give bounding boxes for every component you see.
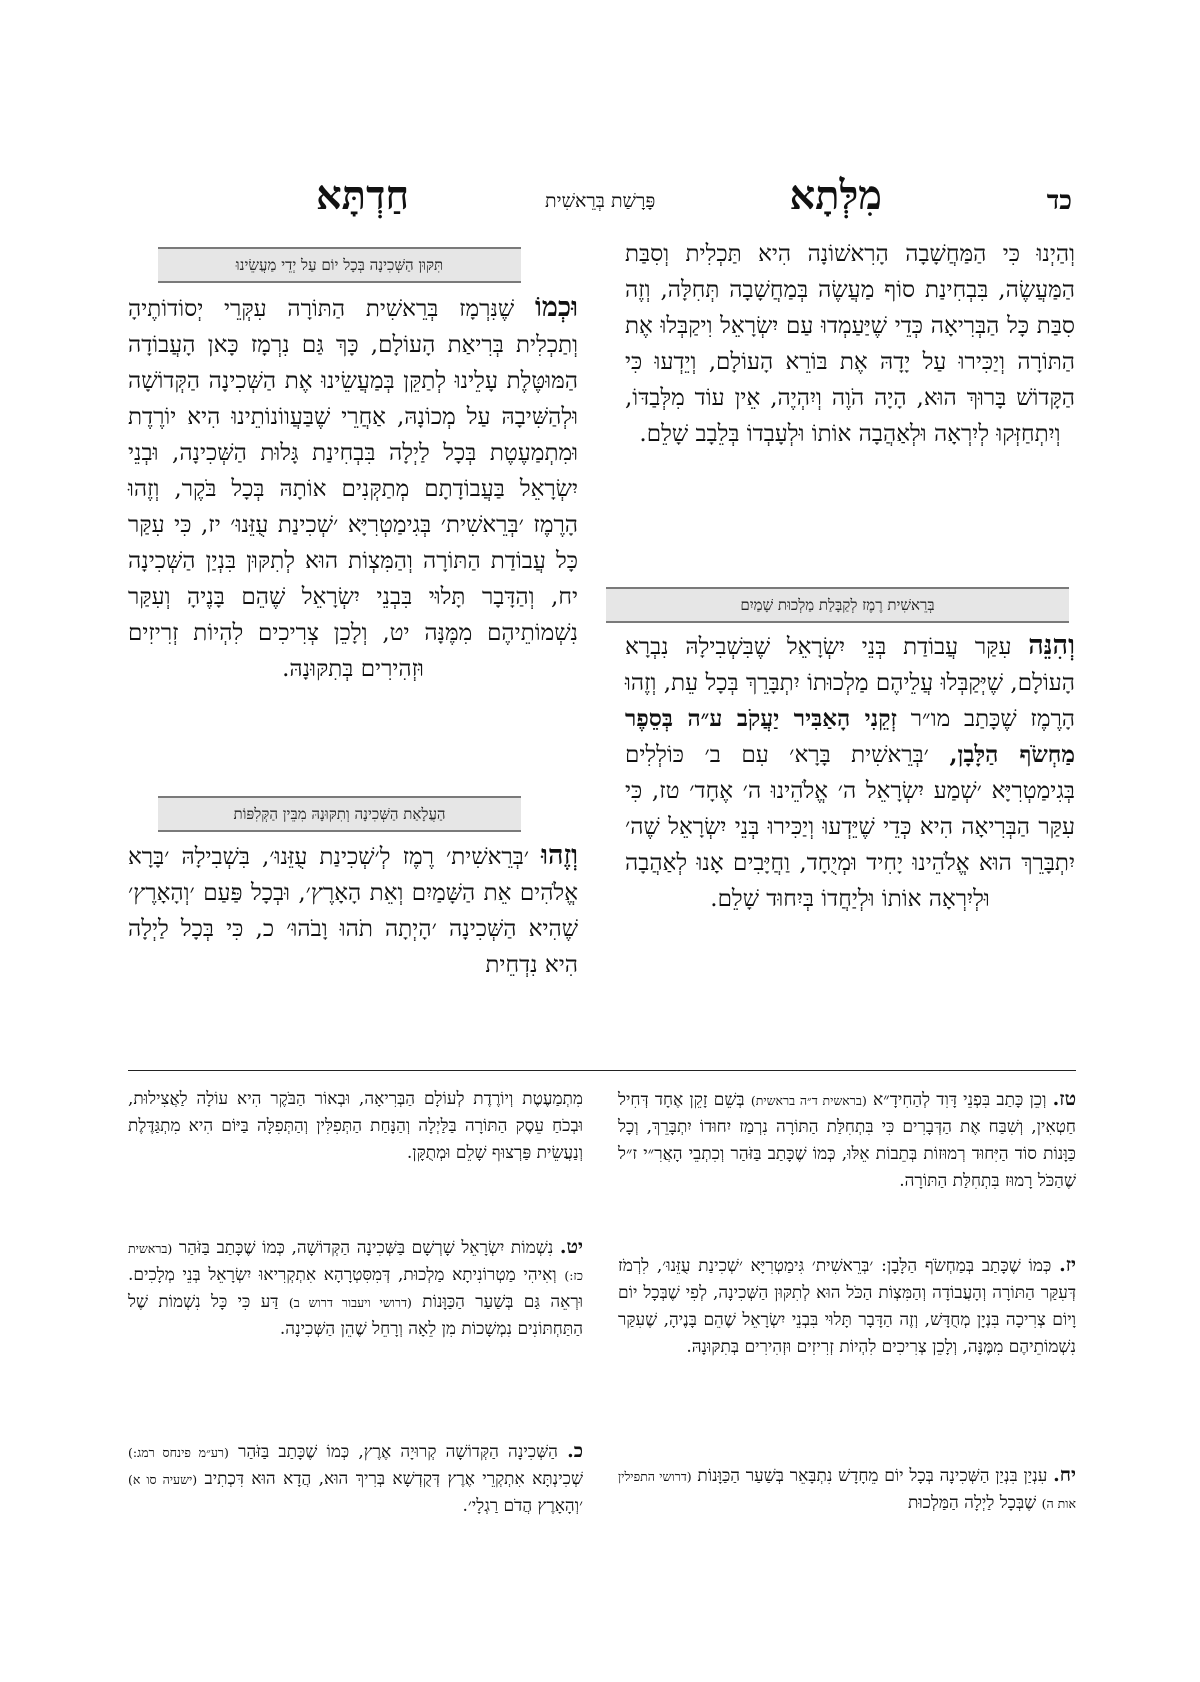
footnote-19-ref-2: (דרושי ויעבור דרוש ב)	[288, 1295, 412, 1310]
running-title-right: מִלְּתָא	[789, 172, 882, 219]
footnote-17	[618, 1252, 1076, 1361]
page-number: כד	[1046, 186, 1072, 216]
footnote-18-marker: יח.	[1053, 1464, 1076, 1486]
malchut-text-2: ׳בְּרֵאשִׁית בָּרָא׳ עִם ב׳ כּוֹלְלִים בְּגִימַטְרִיָּא ׳שְׁמַע יִשְׂרָאֵל ה׳ אֱלֹהֵינוּ ה׳ אֶחָד׳ טז, כִּי עִקַּר הַבְּרִיאָה הִיא כְּדֵי שֶׁיֵּדְעוּ וְיַכִּירוּ בְּנֵי יִשְׂרָאֵל שֶׁה׳ יִתְבָּרֵךְ הוּא אֱלֹהֵינוּ יָחִיד וּמְיֻחָד, וַחֲיָּבִים אָנוּ לְאַהֲבָה וּלְיִרְאָה אוֹתוֹ וּלְיַחֲדוֹ בְּיִחוּד שָׁלֵם.	[625, 742, 1075, 912]
footnote-19-ref: (בראשית כז:)	[128, 1241, 583, 1283]
running-title-left: חַדְתָּא	[316, 172, 409, 219]
footnote-16-text-2: בְּשֵׁם זָקֵן אֶחָד דְּחִיל חַטְאִין, וְשִׁבַּח אֶת הַדְּבָרִים כִּי בִּתְחִלַּת הַתּוֹרָה נִרְמַז יִחוּדוֹ יִתְבָּרֵךְ, וְכָל כַּוָּנוֹת סוֹד הַיִּחוּד רְמוּזוֹת בְּתֵבוֹת אֵלּוּ, כְּמוֹ שֶׁכָּתַב בַּזֹּהַר וְכִתְבֵי הָאֲרִ״י ז״ל שֶׁהַכֹּל רָמוּז בִּתְחִלַּת הַתּוֹרָה.	[618, 1090, 1076, 1191]
footnote-16-ref: (בראשית ד״ה בראשית)	[750, 1093, 867, 1108]
footnote-20-text-3: ׳וְהָאָרֶץ הֲדֹם רַגְלָי׳.	[462, 1496, 583, 1516]
footnote-20-text: הַשְּׁכִינָה הַקְּדוֹשָׁה קְרוּיָה אֶרֶץ, כְּמוֹ שֶׁכָּתַב בַּזֹּהַר	[238, 1442, 558, 1462]
footnote-20-ref: (רע״מ פינחס רמג:)	[128, 1445, 229, 1460]
section-title-tikkun: תִּקּוּן הַשְּׁכִינָה בְּכָל יוֹם עַל יְדֵי מַעֲשֵׂינוּ	[158, 247, 521, 283]
footnote-20-text-2: שְׁכִינְתָּא אִתְקְרֵי אֶרֶץ דְּקֻדְשָׁא בְּרִיךְ הוּא, הֲדָא הוּא דִּכְתִיב	[204, 1469, 584, 1489]
malchut-text: עִקַּר עֲבוֹדַת בְּנֵי יִשְׂרָאֵל שֶׁבִּשְׁבִילָהּ נִבְרָא הָעוֹלָם, שֶׁיְּקַבְּלוּ עֲלֵיהֶם מַלְכוּתוֹ יִתְבָּרֵךְ בְּכָל עֵת, וְזֶהוּ הָרֶמֶז שֶׁכָּתַב מו״ר	[625, 634, 1076, 732]
tikkun-lead-word: וּכְמוֹ	[534, 292, 579, 323]
malchut-paragraph	[625, 628, 1075, 917]
haalaah-section	[128, 838, 578, 983]
haalaah-paragraph	[128, 838, 578, 983]
footnote-18-text-2: שֶׁבְּכָל לַיְלָה הַמַּלְכוּת	[907, 1493, 1037, 1513]
footnote-16-marker: טז.	[1052, 1088, 1077, 1110]
footnote-18-text: עִנְיַן בִּנְיַן הַשְּׁכִינָה בְּכָל יוֹם מֵחָדָשׁ נִתְבָּאֵר בְּשַׁעַר הַכַּוָּנוֹת	[697, 1466, 1048, 1486]
malchut-section	[625, 628, 1075, 917]
footnote-separator	[128, 1070, 1076, 1071]
footnote-19-marker: יט.	[559, 1236, 583, 1258]
intro-column	[625, 236, 1075, 452]
footnote-17-marker: יז.	[1059, 1254, 1076, 1276]
footnote-18	[618, 1462, 1076, 1517]
footnote-18-ref: (דרושי התפילין אות ה)	[618, 1469, 1076, 1511]
footnote-19-text-3: דַּע כִּי כָּל נִשְׁמוֹת שֶׁל הַתַּחְתּוֹנִים נִמְשָׁכוֹת מִן לֵאָה וְרָחֵל שֶׁהֵן הַשְּׁכִינָה.	[128, 1292, 583, 1339]
footnote-20-ref-2: (ישעיה סו א)	[128, 1472, 198, 1487]
footnote-19	[128, 1234, 583, 1343]
footnote-continuation	[128, 1086, 583, 1167]
footnote-20	[128, 1438, 583, 1520]
malchut-bold-ref: זְקֵנִי הָאַבִּיר יַעֲקֹב ע״ה בְּסֵפֶר מַחְשֹׂף הַלָּבָן,	[625, 705, 1075, 768]
intro-paragraph: וְהַיְנוּ כִּי הַמַּחֲשָׁבָה הָרִאשׁוֹנָה הִיא תַּכְלִית וְסִבַּת הַמַּעֲשֶׂה, בִּבְחִינַת סוֹף מַעֲשֶׂה בְּמַחֲשָׁבָה תְּחִלָּה, וְזֶה סִבַּת כָּל הַבְּרִיאָה כְּדֵי שֶׁיַּעַמְדוּ עַם יִשְׂרָאֵל וִיקַבְּלוּ אֶת הַתּוֹרָה וְיַכִּירוּ עַל יָדָהּ אֶת בּוֹרֵא הָעוֹלָם, וְיֵדְעוּ כִּי הַקָּדוֹשׁ בָּרוּךְ הוּא, הָיָה הֹוֶה וְיִהְיֶה, אֵין עוֹד מִלְּבַדּוֹ, וְיִתְחַזְּקוּ לְיִרְאָה וּלְאַהֲבָה אוֹתוֹ וּלְעָבְדוֹ בְּלֵבָב שָׁלֵם.	[625, 241, 1075, 447]
footnote-16-text: וְכֵן כָּתַב בִּפְנֵי דָּוִד לְהַחִידָ״א	[873, 1090, 1047, 1110]
tikkun-text: שֶׁנִּרְמָז בְּרֵאשִׁית הַתּוֹרָה עִקְּרֵי יְסוֹדוֹתֶיהָ וְתַכְלִית בְּרִיאַת הָעוֹלָם, כָּךְ גַּם נִרְמָז כָּאן הָעֲבוֹדָה הַמּוּטֶּלֶת עָלֵינוּ לְתַקֵּן בְּמַעֲשֵׂינוּ אֶת הַשְּׁכִינָה הַקְּדוֹשָׁה וּלְהַשִּׁיבָהּ עַל מְכוֹנָהּ, אַחֲרֵי שֶׁבַּעֲווֹנוֹתֵינוּ הִיא יוֹרֶדֶת וּמִתְמַעֶטֶת בְּכָל לַיְלָה בִּבְחִינַת גָּלוּת הַשְּׁכִינָה, וּבְנֵי יִשְׂרָאֵל בַּעֲבוֹדָתָם מְתַקְּנִים אוֹתָהּ בְּכָל בֹּקֶר, וְזֶהוּ הָרֶמֶז ׳בְּרֵאשִׁית׳ בְּגִימַטְרִיָּא ׳שְׁכִינַת עֻזֵּנוּ׳ יז, כִּי עִקַּר כָּל עֲבוֹדַת הַתּוֹרָה וְהַמִּצְוֹת הוּא לְתִקּוּן בִּנְיַן הַשְּׁכִינָה יח, וְהַדָּבָר תָּלוּי בִּבְנֵי יִשְׂרָאֵל שֶׁהֵם בָּנֶיהָ וְעִקַּר נִשְׁמוֹתֵיהֶם מִמֶּנָּה יט, וְלָכֵן צְרִיכִים לִהְיוֹת זְרִיזִים וּזְהִירִים בְּתִקּוּנָהּ.	[128, 296, 578, 682]
tikkun-paragraph	[128, 290, 578, 687]
footnote-20-marker: כ.	[567, 1440, 584, 1462]
footnote-17-text: כְּמוֹ שֶׁכָּתַב בְּמַחְשֹׂף הַלָּבָן: ׳בְּרֵאשִׁית׳ גִּימַטְרִיָּא ׳שְׁכִינַת עֻזֵּנוּ׳, לִרְמֹז דְּעִקַּר הַתּוֹרָה וְהָעֲבוֹדָה וְהַמִּצְוֹת הַכֹּל הוּא לְתִקּוּן הַשְּׁכִינָה, לְפִי שֶׁבְּכָל יוֹם וָיוֹם צְרִיכָה בִּנְיָן מְחֻדָּשׁ, וְזֶה הַדָּבָר תָּלוּי בִּבְנֵי יִשְׂרָאֵל שֶׁהֵם בָּנֶיהָ, שֶׁעִקַּר נִשְׁמוֹתֵיהֶם מִמֶּנָּה, וְלָכֵן צְרִיכִים לִהְיוֹת זְרִיזִים וּזְהִירִים בְּתִקּוּנָהּ.	[618, 1256, 1076, 1357]
haalaah-text: ׳בְּרֵאשִׁית׳ רֶמֶז לְ׳שְׁכִינַת עֻזֵּנוּ׳, בִּשְׁבִילָהּ ׳בָּרָא אֱלֹהִים אֵת הַשָּׁמַיִם וְאֵת הָאָרֶץ׳, וּבְכָל פַּעַם ׳וְהָאָרֶץ׳ שֶׁהִיא הַשְּׁכִינָה ׳הָיְתָה תֹהוּ וָבֹהוּ׳ כ, כִּי בְּכָל לַיְלָה הִיא נִדְחֵית	[128, 844, 578, 978]
footnote-19-text-2: וְאִיהִי מַטְרוֹנִיתָא מַלְכוּת, דְּמִסִּטְרָהָא אִתְקְרִיאוּ יִשְׂרָאֵל בְּנֵי מְלָכִים. וּרְאֵה גַּם בְּשַׁעַר הַכַּוָּנוֹת	[128, 1265, 584, 1312]
tikkun-section	[128, 290, 578, 687]
footnote-19-text: נִשְׁמוֹת יִשְׂרָאֵל שָׁרְשָׁם בַּשְּׁכִינָה הַקְּדוֹשָׁה, כְּמוֹ שֶׁכָּתַב בַּזֹּהַר	[178, 1238, 554, 1258]
footnote-continuation-text: מִתְמַעֶטֶת וְיוֹרֶדֶת לְעוֹלָם הַבְּרִיאָה, וּבְאוֹר הַבֹּקֶר הִיא עוֹלָה לַאֲצִילוּת, וּבְכֹחַ עֵסֶק הַתּוֹרָה בַּלַּיְלָה וְהַנָּחַת הַתְּפִלִּין וְהַתְּפִלָּה בַּיּוֹם הִיא מִתְגַּדֶּלֶת וְנַעֲשֵׂית פַּרְצוּף שָׁלֵם וּמְתֻקָּן.	[128, 1089, 583, 1163]
parasha-heading: פָּרָשַׁת בְּרֵאשִׁית	[545, 190, 656, 212]
section-title-malchut: בְּרֵאשִׁית רֶמֶז לְקַבָּלַת מַלְכוּת שָׁמַיִם	[606, 587, 1069, 623]
haalaah-lead-word: וְזֶהוּ	[541, 840, 579, 871]
malchut-lead-word: וְהִנֵּה	[1028, 630, 1075, 661]
footnote-16	[618, 1086, 1076, 1195]
section-title-haalaah: הַעֲלָאַת הַשְּׁכִינָה וְתִקּוּנָהּ מִבֵּין הַקְּלִפּוֹת	[158, 796, 521, 832]
